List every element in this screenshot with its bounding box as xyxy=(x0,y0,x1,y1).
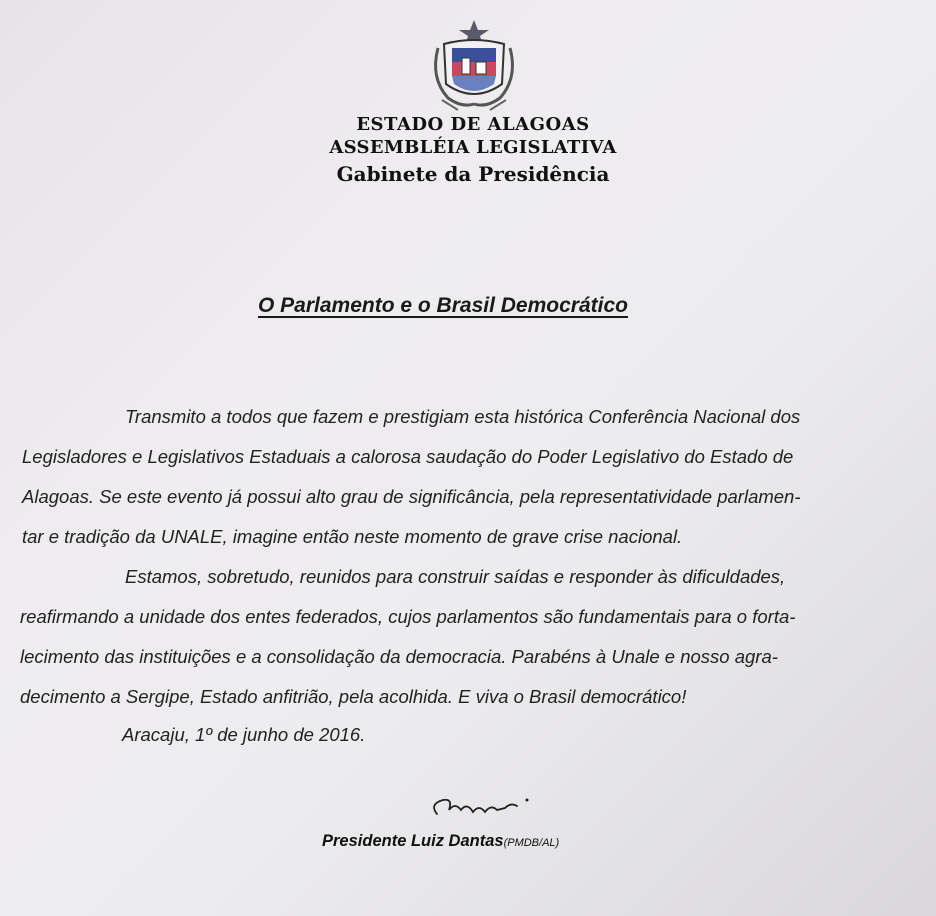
document-title: O Parlamento e o Brasil Democrático xyxy=(258,294,628,317)
body-line: reafirmando a unidade dos entes federados, cujos parlamentos são fundamentais para o forta- xyxy=(20,606,796,627)
body-line: lecimento das instituições e a consolidação da democracia. Parabéns à Unale e nosso agra- xyxy=(20,646,778,667)
body-line: Estamos, sobretudo, reunidos para construir saídas e responder às dificuldades, xyxy=(125,566,786,587)
body-line: Alagoas. Se este evento já possui alto grau de significância, pela representatividade parlamen- xyxy=(22,486,801,507)
body-line: Transmito a todos que fazem e prestigiam esta histórica Conferência Nacional dos xyxy=(125,406,801,427)
letterhead-state: ESTADO DE ALAGOAS xyxy=(356,114,590,135)
place-date: Aracaju, 1º de junho de 2016. xyxy=(122,724,366,745)
signer-name: Presidente Luiz Dantas xyxy=(322,832,504,850)
handwritten-signature xyxy=(425,790,535,828)
body-line: decimento a Sergipe, Estado anfitrião, pela acolhida. E viva o Brasil democrático! xyxy=(20,686,687,707)
body-line: tar e tradição da UNALE, imagine então neste momento de grave crise nacional. xyxy=(22,526,683,547)
state-coat-of-arms-icon xyxy=(428,18,520,114)
body-line: Legisladores e Legislativos Estaduais a calorosa saudação do Poder Legislativo do Estado de xyxy=(22,446,794,467)
letterhead-office: Gabinete da Presidência xyxy=(336,162,610,186)
signer-party: (PMDB/AL) xyxy=(503,837,560,849)
signer-block xyxy=(322,832,559,851)
letterhead-assembly: ASSEMBLÉIA LEGISLATIVA xyxy=(329,137,617,158)
